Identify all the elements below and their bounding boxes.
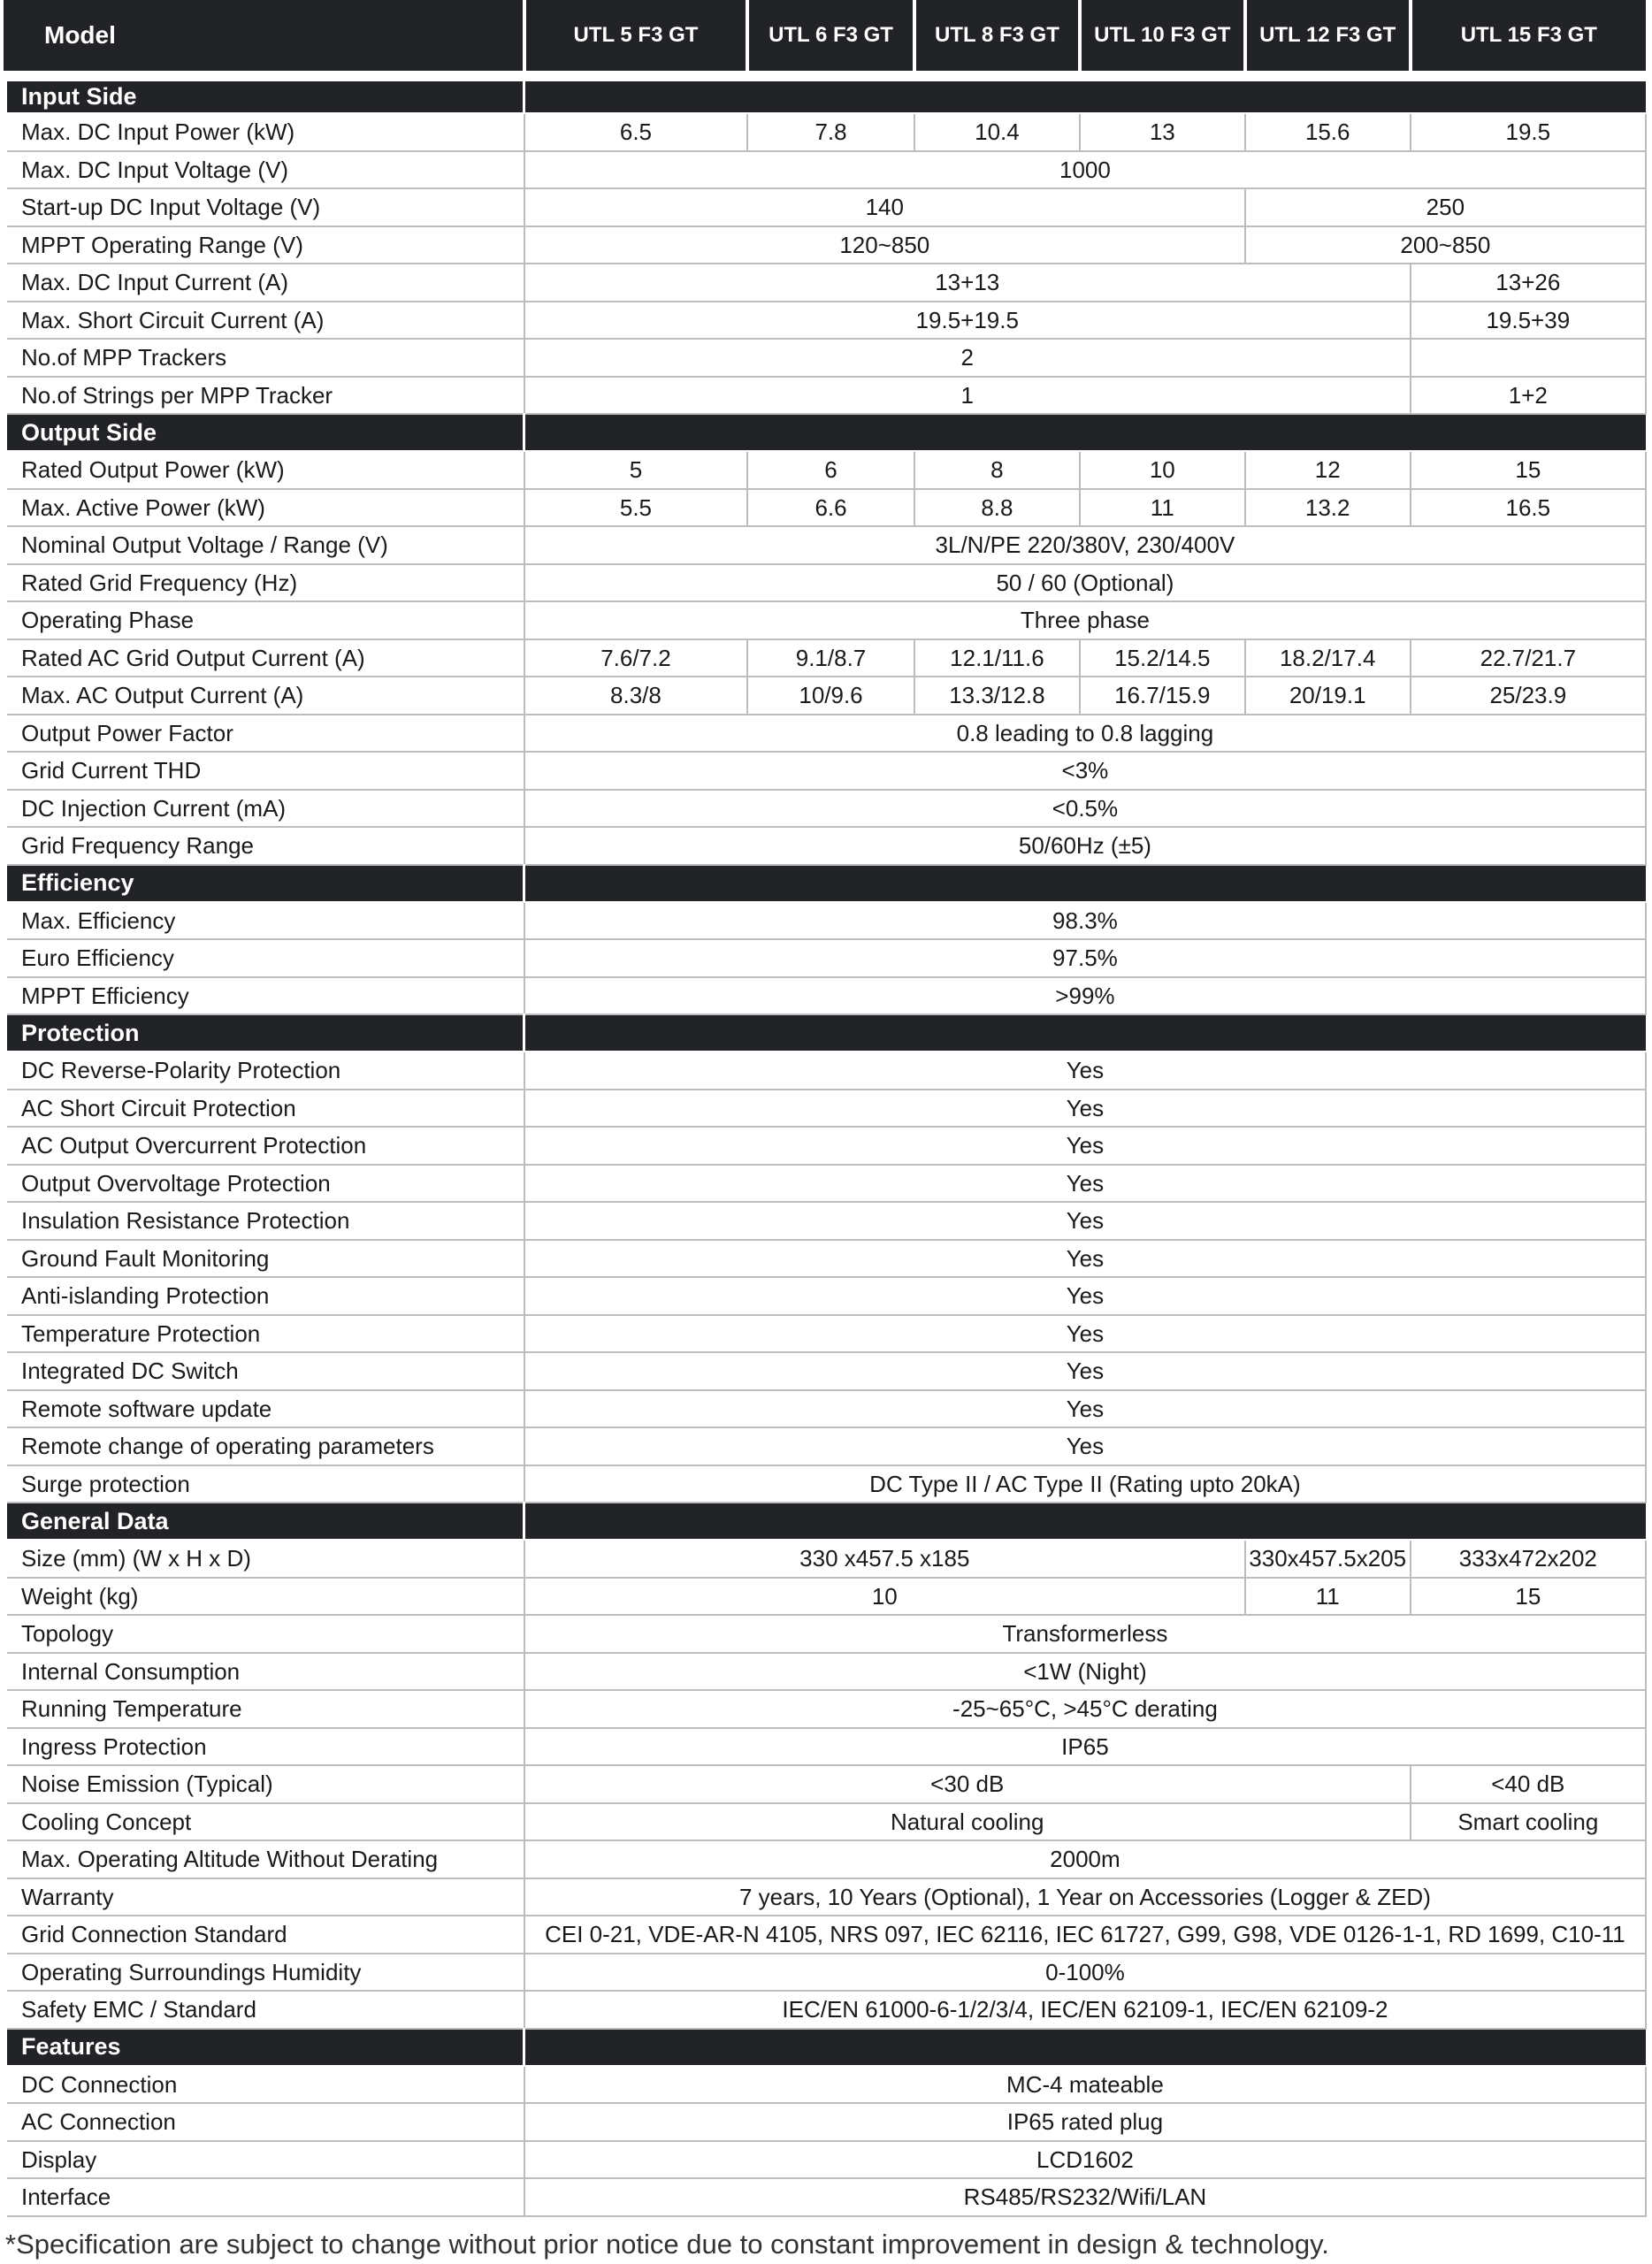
table-row — [4, 1803, 1646, 1841]
spec-label: Warranty — [4, 1878, 524, 1916]
spec-value: 13.3/12.8 — [914, 677, 1080, 715]
spec-value: 13.2 — [1245, 489, 1411, 527]
spec-value: 25/23.9 — [1411, 677, 1646, 715]
table-row — [4, 1728, 1646, 1766]
model-name: UTL 10 F3 GT — [1080, 0, 1245, 76]
model-header-row — [4, 0, 1646, 76]
spec-label: Operating Surroundings Humidity — [4, 1954, 524, 1992]
spec-label: Output Power Factor — [4, 715, 524, 753]
spec-label: MPPT Operating Range (V) — [4, 226, 524, 264]
spec-value: CEI 0-21, VDE-AR-N 4105, NRS 097, IEC 62116, IEC 61727, G99, G98, VDE 0126-1-1, RD 1699, C10-11 — [524, 1916, 1646, 1954]
section-header-features — [4, 2029, 1646, 2066]
spec-value: Yes — [524, 1315, 1646, 1353]
spec-value: <30 dB — [524, 1765, 1411, 1803]
spec-value: 22.7/21.7 — [1411, 639, 1646, 677]
spec-value: 0.8 leading to 0.8 lagging — [524, 715, 1646, 753]
section-bar — [524, 2029, 1646, 2066]
spec-value: 2000m — [524, 1840, 1646, 1878]
section-title: Efficiency — [4, 865, 524, 902]
section-bar — [524, 1503, 1646, 1540]
spec-label: Topology — [4, 1615, 524, 1653]
table-row — [4, 1352, 1646, 1390]
spec-value: 5.5 — [524, 489, 747, 527]
spec-value: 10 — [1080, 451, 1245, 489]
spec-label: Ground Fault Monitoring — [4, 1240, 524, 1278]
spec-label: Rated AC Grid Output Current (A) — [4, 639, 524, 677]
spec-value: 12 — [1245, 451, 1411, 489]
table-row — [4, 226, 1646, 264]
section-bar — [524, 76, 1646, 113]
spec-value: <0.5% — [524, 790, 1646, 828]
section-header-general-data — [4, 1503, 1646, 1540]
model-name: UTL 6 F3 GT — [747, 0, 914, 76]
spec-value: Yes — [524, 1352, 1646, 1390]
table-row — [4, 1878, 1646, 1916]
spec-label: Max. Operating Altitude Without Derating — [4, 1840, 524, 1878]
spec-label: Max. DC Input Current (A) — [4, 264, 524, 302]
spec-value: 5 — [524, 451, 747, 489]
spec-value: 0-100% — [524, 1954, 1646, 1992]
spec-value: 3L/N/PE 220/380V, 230/400V — [524, 526, 1646, 564]
table-row — [4, 1954, 1646, 1992]
section-header-input-side — [4, 76, 1646, 113]
table-row — [4, 677, 1646, 715]
table-row — [4, 2178, 1646, 2216]
spec-value: 19.5+39 — [1411, 302, 1646, 340]
spec-value: 18.2/17.4 — [1245, 639, 1411, 677]
table-row — [4, 339, 1646, 377]
spec-value: Transformerless — [524, 1615, 1646, 1653]
spec-value: 13+13 — [524, 264, 1411, 302]
section-header-output-side — [4, 414, 1646, 451]
spec-value: Yes — [524, 1390, 1646, 1428]
spec-value: Yes — [524, 1427, 1646, 1465]
section-bar — [524, 1014, 1646, 1052]
spec-value: 200~850 — [1245, 226, 1646, 264]
spec-value: 19.5 — [1411, 113, 1646, 151]
table-row — [4, 113, 1646, 151]
spec-label: Operating Phase — [4, 601, 524, 639]
spec-value: 7.8 — [747, 113, 914, 151]
spec-value: <3% — [524, 752, 1646, 790]
spec-value: 13 — [1080, 113, 1245, 151]
table-row — [4, 1052, 1646, 1090]
spec-value: 11 — [1080, 489, 1245, 527]
spec-value: 140 — [524, 188, 1245, 226]
table-row — [4, 188, 1646, 226]
spec-value: 15 — [1411, 1578, 1646, 1616]
table-row — [4, 2066, 1646, 2104]
table-row — [4, 715, 1646, 753]
spec-value: 6 — [747, 451, 914, 489]
table-row — [4, 752, 1646, 790]
spec-label: Start-up DC Input Voltage (V) — [4, 188, 524, 226]
spec-value: IP65 rated plug — [524, 2103, 1646, 2141]
table-row — [4, 902, 1646, 940]
table-row — [4, 1127, 1646, 1165]
table-row — [4, 1653, 1646, 1691]
section-bar — [524, 865, 1646, 902]
spec-label: Cooling Concept — [4, 1803, 524, 1841]
section-bar — [524, 414, 1646, 451]
spec-value: 97.5% — [524, 939, 1646, 977]
section-title: Protection — [4, 1014, 524, 1052]
spec-value: 1+2 — [1411, 377, 1646, 415]
spec-value: 6.5 — [524, 113, 747, 151]
table-row — [4, 1916, 1646, 1954]
spec-value: 15 — [1411, 451, 1646, 489]
spec-value: Three phase — [524, 601, 1646, 639]
spec-label: Anti-islanding Protection — [4, 1277, 524, 1315]
table-row — [4, 601, 1646, 639]
spec-label: Grid Current THD — [4, 752, 524, 790]
spec-value: 120~850 — [524, 226, 1245, 264]
spec-label: Interface — [4, 2178, 524, 2216]
spec-value: 8.8 — [914, 489, 1080, 527]
spec-label: Ingress Protection — [4, 1728, 524, 1766]
spec-label: AC Short Circuit Protection — [4, 1090, 524, 1128]
spec-value: 330 x457.5 x185 — [524, 1540, 1245, 1578]
table-row — [4, 1840, 1646, 1878]
spec-value: >99% — [524, 977, 1646, 1015]
spec-label: AC Output Overcurrent Protection — [4, 1127, 524, 1165]
spec-value: 98.3% — [524, 902, 1646, 940]
table-row — [4, 1991, 1646, 2029]
section-header-efficiency — [4, 865, 1646, 902]
footnote: *Specification are subject to change without prior notice due to constant improvement in design & technology. — [5, 2229, 1329, 2260]
spec-label: Max. DC Input Voltage (V) — [4, 151, 524, 189]
spec-value: 15.2/14.5 — [1080, 639, 1245, 677]
table-row — [4, 564, 1646, 602]
spec-label: Max. Short Circuit Current (A) — [4, 302, 524, 340]
table-row — [4, 1315, 1646, 1353]
spec-value: -25~65°C, >45°C derating — [524, 1690, 1646, 1728]
spec-value: <1W (Night) — [524, 1653, 1646, 1691]
table-row — [4, 1615, 1646, 1653]
spec-label: Rated Grid Frequency (Hz) — [4, 564, 524, 602]
spec-value: 10.4 — [914, 113, 1080, 151]
table-row — [4, 1578, 1646, 1616]
table-row — [4, 302, 1646, 340]
table-row — [4, 1690, 1646, 1728]
table-row — [4, 1277, 1646, 1315]
spec-label: Output Overvoltage Protection — [4, 1165, 524, 1203]
spec-label: Weight (kg) — [4, 1578, 524, 1616]
spec-label: No.of MPP Trackers — [4, 339, 524, 377]
spec-label: Max. Efficiency — [4, 902, 524, 940]
table-row — [4, 1165, 1646, 1203]
spec-value: <40 dB — [1411, 1765, 1646, 1803]
table-row — [4, 264, 1646, 302]
table-row — [4, 977, 1646, 1015]
table-row — [4, 639, 1646, 677]
spec-value: 2 — [524, 339, 1411, 377]
spec-value: 13+26 — [1411, 264, 1646, 302]
section-title: Input Side — [4, 76, 524, 113]
spec-label: Internal Consumption — [4, 1653, 524, 1691]
table-row — [4, 2103, 1646, 2141]
table-row — [4, 1465, 1646, 1503]
section-title: General Data — [4, 1503, 524, 1540]
spec-label: Display — [4, 2141, 524, 2179]
table-row — [4, 451, 1646, 489]
table-row — [4, 790, 1646, 828]
spec-label: AC Connection — [4, 2103, 524, 2141]
spec-label: Surge protection — [4, 1465, 524, 1503]
table-row — [4, 377, 1646, 415]
spec-label: DC Injection Current (mA) — [4, 790, 524, 828]
spec-value: DC Type II / AC Type II (Rating upto 20kA) — [524, 1465, 1646, 1503]
table-row — [4, 1765, 1646, 1803]
table-row — [4, 1240, 1646, 1278]
spec-label: Size (mm) (W x H x D) — [4, 1540, 524, 1578]
spec-value: 330x457.5x205 — [1245, 1540, 1411, 1578]
model-label: Model — [4, 0, 524, 76]
spec-label: Nominal Output Voltage / Range (V) — [4, 526, 524, 564]
spec-label: Integrated DC Switch — [4, 1352, 524, 1390]
spec-value: 6.6 — [747, 489, 914, 527]
spec-label: MPPT Efficiency — [4, 977, 524, 1015]
spec-label: Safety EMC / Standard — [4, 1991, 524, 2029]
spec-value: 10 — [524, 1578, 1245, 1616]
spec-value: 1 — [524, 377, 1411, 415]
spec-value: 50 / 60 (Optional) — [524, 564, 1646, 602]
table-row — [4, 526, 1646, 564]
table-row — [4, 1427, 1646, 1465]
table-row — [4, 827, 1646, 865]
spec-label: No.of Strings per MPP Tracker — [4, 377, 524, 415]
spec-label: Insulation Resistance Protection — [4, 1202, 524, 1240]
table-row — [4, 939, 1646, 977]
table-row — [4, 1202, 1646, 1240]
spec-value: 15.6 — [1245, 113, 1411, 151]
spec-value: 8 — [914, 451, 1080, 489]
spec-value: Yes — [524, 1127, 1646, 1165]
spec-label: Max. AC Output Current (A) — [4, 677, 524, 715]
spec-label: Max. DC Input Power (kW) — [4, 113, 524, 151]
spec-label: Remote change of operating parameters — [4, 1427, 524, 1465]
spec-label: Max. Active Power (kW) — [4, 489, 524, 527]
spec-value: 16.5 — [1411, 489, 1646, 527]
spec-value: 50/60Hz (±5) — [524, 827, 1646, 865]
model-name: UTL 15 F3 GT — [1411, 0, 1646, 76]
spec-value: MC-4 mateable — [524, 2066, 1646, 2104]
spec-value: 1000 — [524, 151, 1646, 189]
spec-value: 12.1/11.6 — [914, 639, 1080, 677]
spec-value: LCD1602 — [524, 2141, 1646, 2179]
spec-value: 10/9.6 — [747, 677, 914, 715]
spec-value: 19.5+19.5 — [524, 302, 1411, 340]
spec-value: Yes — [524, 1165, 1646, 1203]
spec-label: Noise Emission (Typical) — [4, 1765, 524, 1803]
spec-value: 333x472x202 — [1411, 1540, 1646, 1578]
spec-label: DC Connection — [4, 2066, 524, 2104]
spec-value: Natural cooling — [524, 1803, 1411, 1841]
spec-value: IEC/EN 61000-6-1/2/3/4, IEC/EN 62109-1, IEC/EN 62109-2 — [524, 1991, 1646, 2029]
spec-value: Yes — [524, 1202, 1646, 1240]
model-name: UTL 8 F3 GT — [914, 0, 1080, 76]
spec-label: Grid Connection Standard — [4, 1916, 524, 1954]
table-row — [4, 1090, 1646, 1128]
section-title: Features — [4, 2029, 524, 2066]
spec-value: 8.3/8 — [524, 677, 747, 715]
spec-label: Remote software update — [4, 1390, 524, 1428]
spec-value: Yes — [524, 1277, 1646, 1315]
spec-value: 250 — [1245, 188, 1646, 226]
spec-value: Yes — [524, 1090, 1646, 1128]
spec-label: Euro Efficiency — [4, 939, 524, 977]
spec-value: 7.6/7.2 — [524, 639, 747, 677]
spec-label: Rated Output Power (kW) — [4, 451, 524, 489]
table-row — [4, 489, 1646, 527]
model-name: UTL 12 F3 GT — [1245, 0, 1411, 76]
spec-label: Running Temperature — [4, 1690, 524, 1728]
section-title: Output Side — [4, 414, 524, 451]
spec-value: Yes — [524, 1052, 1646, 1090]
model-name: UTL 5 F3 GT — [524, 0, 747, 76]
spec-value — [1411, 339, 1646, 377]
table-row — [4, 1390, 1646, 1428]
table-row — [4, 151, 1646, 189]
spec-value: 16.7/15.9 — [1080, 677, 1245, 715]
spec-label: Grid Frequency Range — [4, 827, 524, 865]
spec-value: IP65 — [524, 1728, 1646, 1766]
spec-value: Yes — [524, 1240, 1646, 1278]
spec-label: DC Reverse-Polarity Protection — [4, 1052, 524, 1090]
table-row — [4, 1540, 1646, 1578]
spec-value: 7 years, 10 Years (Optional), 1 Year on Accessories (Logger & ZED) — [524, 1878, 1646, 1916]
section-header-protection — [4, 1014, 1646, 1052]
spec-label: Temperature Protection — [4, 1315, 524, 1353]
table-row — [4, 2141, 1646, 2179]
spec-value: 9.1/8.7 — [747, 639, 914, 677]
spec-value: Smart cooling — [1411, 1803, 1646, 1841]
spec-value: 20/19.1 — [1245, 677, 1411, 715]
spec-value: RS485/RS232/Wifi/LAN — [524, 2178, 1646, 2216]
spec-value: 11 — [1245, 1578, 1411, 1616]
